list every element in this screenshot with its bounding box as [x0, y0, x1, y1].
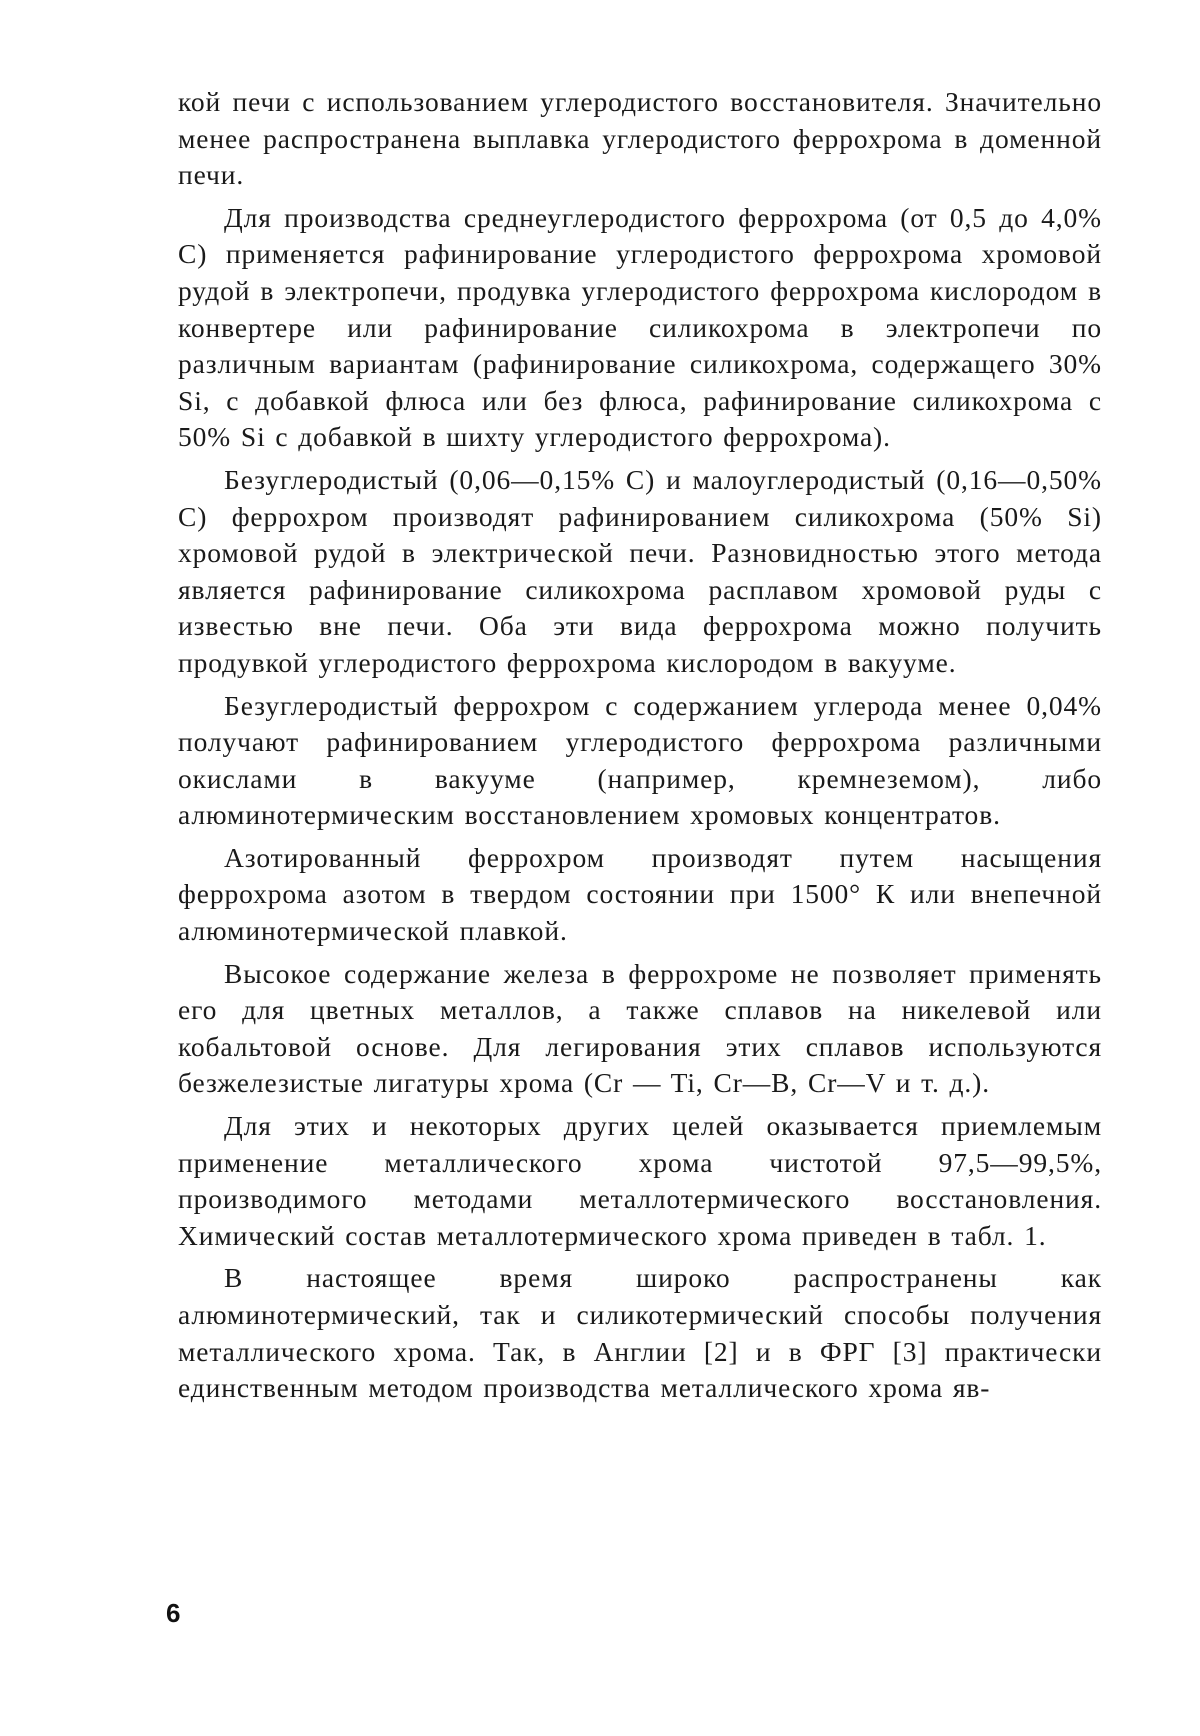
paragraph-iron-content: Высокое содержание железа в феррохроме не позволяет применять его для цветных металлов, а также сплавов на никелевой или кобальтовой основе. Для легирования этих сплавов используются безжелезистые лигатуры хрома (Cr — Ti, Cr—В, Cr—V и т. д.).	[178, 957, 1102, 1099]
paragraph-nitrided-ferrochrome: Азотированный феррохром производят путем насыщения феррохрома азотом в твердом состоянии при 1500° К или внепечной алюминотермической плавкой.	[178, 841, 1102, 947]
page-number: 6	[166, 1598, 181, 1628]
paragraph-carbonless-ferrochrome: Безуглеродистый (0,06—0,15% С) и малоуглеродистый (0,16—0,50% С) феррохром производят рафинированием силикохрома (50% Si) хромовой рудой в электрической печи. Разновидностью этого метода является рафинирование силикохрома расплавом хромовой руды с известью вне печи. Оба эти вида феррохрома можно получить продувкой углеродистого феррохрома кислородом в вакууме.	[178, 463, 1102, 678]
paragraph-medium-carbon-ferrochrome: Для производства среднеуглеродистого феррохрома (от 0,5 до 4,0% С) применяется рафинирование углеродистого феррохрома хромовой рудой в электропечи, продувка углеродистого феррохрома кислородом в конвертере или рафинирование силикохрома в электропечи по различным вариантам (рафинирование силикохрома, содержащего 30% Si, с добавкой флюса или без флюса, рафинирование силикохрома с 50% Si с добавкой в шихту углеродистого феррохрома).	[178, 201, 1102, 453]
paragraph-low-carbon-vacuum: Безуглеродистый феррохром с содержанием углерода менее 0,04% получают рафинированием углеродистого феррохрома различными окислами в вакууме (например, кремнеземом), либо алюминотермическим восстановлением хромовых концентратов.	[178, 689, 1102, 831]
body-text	[178, 84, 1102, 1413]
paragraph-production-methods: В настоящее время широко распространены как алюминотермический, так и силикотермический способы получения металлического хрома. Так, в Англии [2] и в ФРГ [3] практически единственным методом производства металлического хрома яв-	[178, 1262, 1102, 1404]
paragraph-metallic-chromium: Для этих и некоторых других целей оказывается приемлемым применение металлического хрома чистотой 97,5—99,5%, производимого методами металлотермического восстановления. Химический состав металлотермического хрома приведен в табл. 1.	[178, 1110, 1102, 1251]
paragraph-continuation: кой печи с использованием углеродистого восстановителя. Значительно менее распространена выплавка углеродистого феррохрома в доменной печи.	[178, 86, 1102, 191]
